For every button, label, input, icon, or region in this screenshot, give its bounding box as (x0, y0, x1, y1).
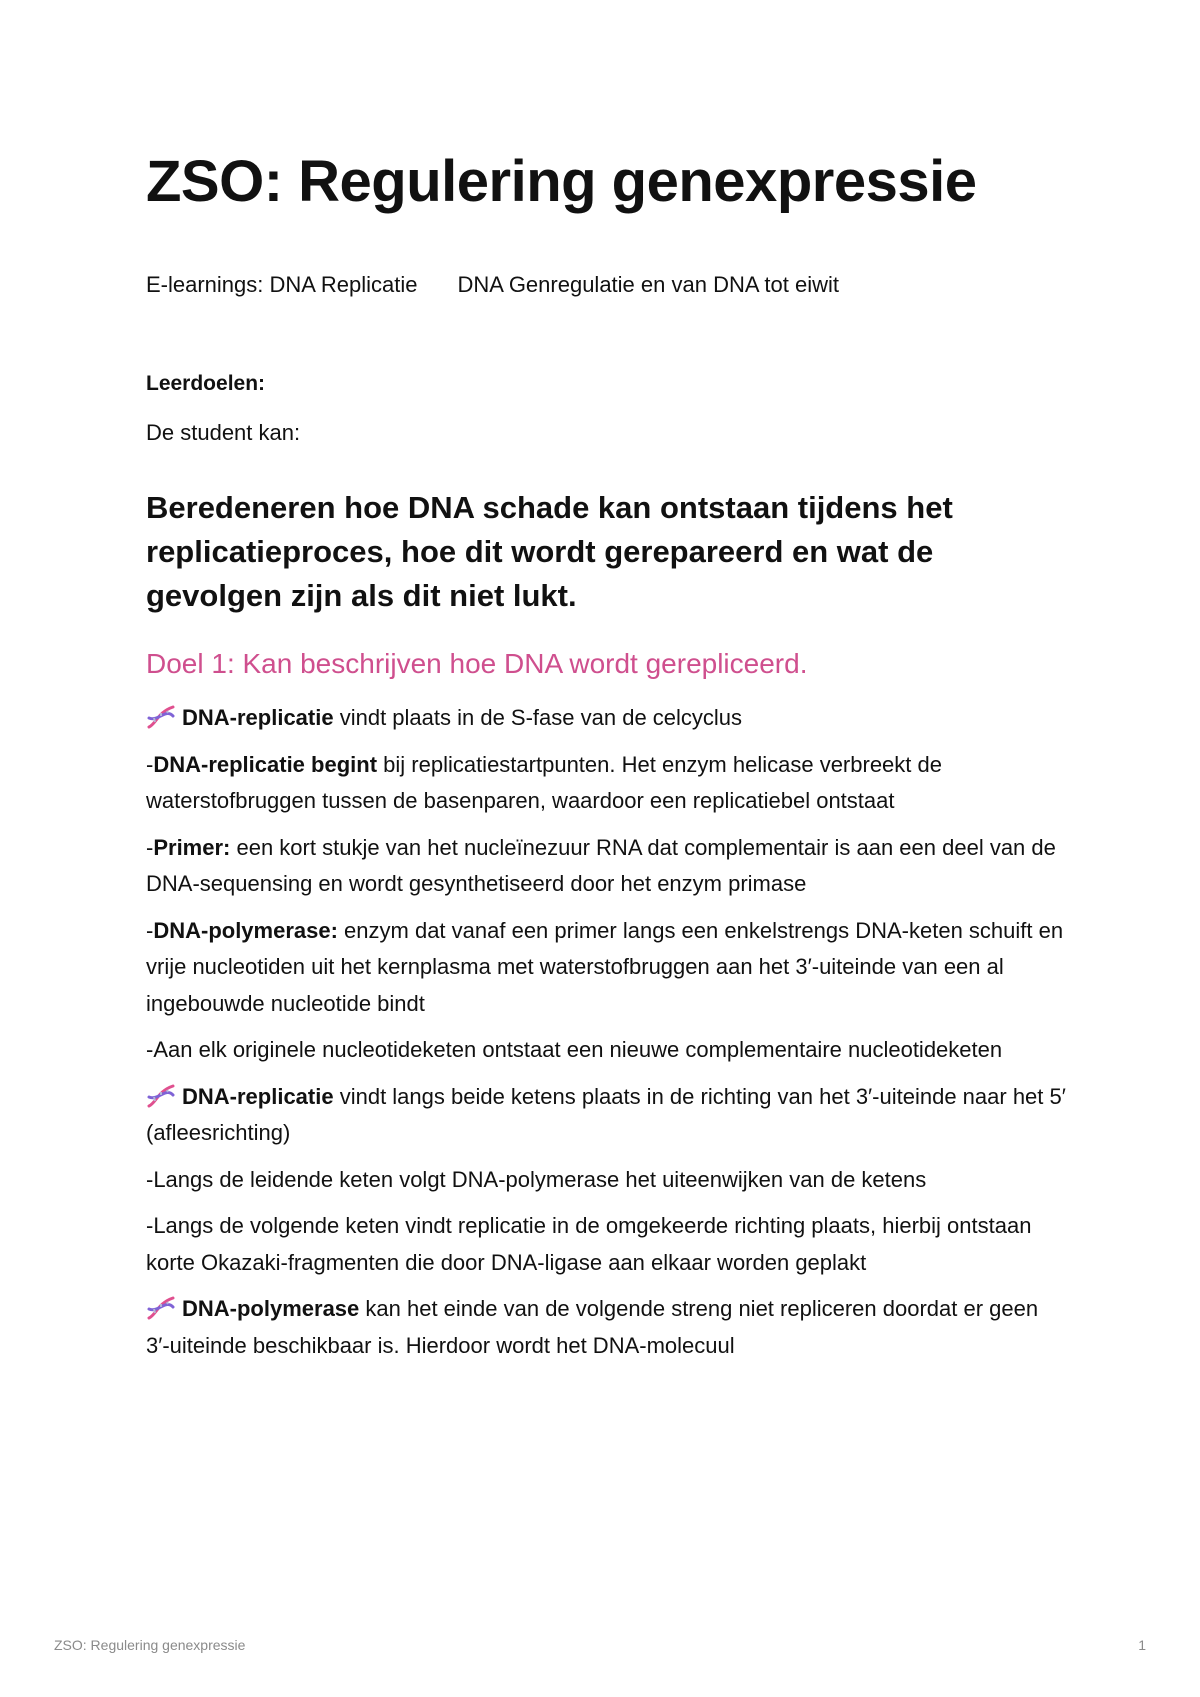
document-title: ZSO: Regulering genexpressie (146, 149, 977, 214)
paragraph-text: -Aan elk originele nucleotideketen ontstaat een nieuwe complementaire nucleotideketen (146, 1037, 1003, 1062)
paragraph-bold: DNA-replicatie (182, 705, 334, 730)
paragraph-bold: Primer: (153, 834, 231, 860)
paragraph-text: vindt langs beide ketens plaats in de richting van het 3′-uiteinde naar het 5′ (afleesrichting) (146, 1083, 1066, 1145)
paragraph-text: een kort stukje van het nucleïnezuur RNA dat complementair is aan een deel van de DNA-sequensing en wordt gesynthetiseerd door het enzym primase (146, 834, 1056, 896)
paragraph-text: kan het einde van de volgende streng niet repliceren doordat er geen 3′-uiteinde beschikbaar is. Hierdoor wordt het DNA-molecuul (146, 1296, 1039, 1358)
paragraph-bold: DNA-replicatie (182, 1083, 334, 1109)
paragraph-text: vindt plaats in de S-fase van de celcyclus (333, 705, 743, 730)
paragraph (146, 1291, 1066, 1364)
paragraph (146, 747, 1066, 820)
student-intro: De student kan: (146, 420, 301, 445)
paragraph (146, 913, 1066, 1023)
paragraph-text: -Langs de volgende keten vindt replicatie in de omgekeerde richting plaats, hierbij ontstaan korte Okazaki-fragmenten die door DNA-ligase aan elkaar worden geplakt (146, 1213, 1032, 1275)
paragraph-prefix: - (146, 751, 154, 777)
paragraph-text: -Langs de leidende keten volgt DNA-polymerase het uiteenwijken van de ketens (146, 1166, 927, 1192)
dna-icon (146, 1083, 176, 1109)
elearnings-label: E-learnings: DNA Replicatie (146, 272, 418, 297)
paragraph-prefix: - (146, 834, 154, 860)
paragraph-bold: DNA-replicatie begint (153, 751, 378, 777)
paragraph-bold: DNA-polymerase (182, 1296, 360, 1321)
body-content (146, 700, 1066, 1374)
paragraph-prefix: - (146, 917, 154, 943)
elearnings-line (146, 272, 839, 298)
paragraph-text: bij replicatiestartpunten. Het enzym helicase verbreekt de waterstofbruggen tussen de basenparen, waardoor een replicatiebel ontstaat (146, 751, 942, 813)
paragraph-bold: DNA-polymerase: (153, 917, 338, 943)
paragraph (146, 1208, 1066, 1281)
paragraph-text: enzym dat vanaf een primer langs een enkelstrengs DNA-keten schuift en vrije nucleotiden uit het kernplasma met waterstofbruggen aan het 3′-uiteinde van een al ingebouwde nucleotide bindt (146, 917, 1064, 1016)
dna-icon (146, 704, 176, 730)
paragraph (146, 830, 1066, 903)
paragraph (146, 700, 1066, 737)
paragraph (146, 1032, 1066, 1069)
page-number: 1 (1138, 1637, 1146, 1653)
goal-heading: Doel 1: Kan beschrijven hoe DNA wordt gerepliceerd. (146, 648, 808, 679)
main-heading: Beredeneren hoe DNA schade kan ontstaan tijdens het replicatieproces, hoe dit wordt gerepareerd en wat de gevolgen zijn als dit niet lukt. (146, 490, 953, 613)
dna-icon (146, 1295, 176, 1321)
footer-title: ZSO: Regulering genexpressie (54, 1637, 246, 1653)
elearnings-second: DNA Genregulatie en van DNA tot eiwit (457, 272, 839, 297)
paragraph (146, 1162, 1066, 1199)
paragraph (146, 1079, 1066, 1152)
goals-label: Leerdoelen: (146, 372, 266, 395)
